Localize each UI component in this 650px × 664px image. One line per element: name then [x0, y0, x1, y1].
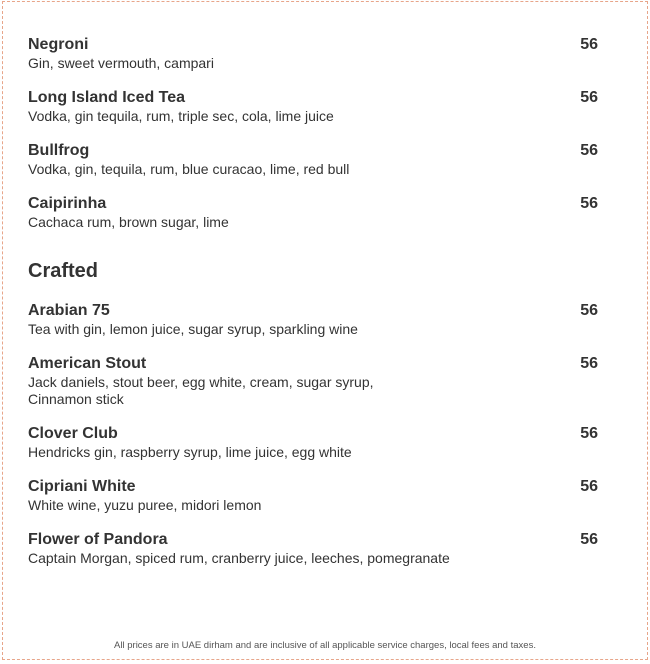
item-price: 56 — [580, 302, 598, 319]
item-price: 56 — [580, 531, 598, 548]
item-description: Gin, sweet vermouth, campari — [28, 55, 214, 71]
item-name: Bullfrog — [28, 142, 90, 159]
item-description: Vodka, gin, tequila, rum, blue curacao, lime, red bull — [28, 161, 350, 177]
item-name: Cipriani White — [28, 478, 136, 495]
item-name: Long Island Iced Tea — [28, 89, 186, 106]
item-description: Hendricks gin, raspberry syrup, lime juice, egg white — [28, 444, 352, 460]
item-name: Caipirinha — [28, 195, 107, 212]
item-description: Tea with gin, lemon juice, sugar syrup, sparkling wine — [28, 321, 358, 337]
item-name: Arabian 75 — [28, 302, 110, 319]
item-price: 56 — [580, 142, 598, 159]
item-description: Jack daniels, stout beer, egg white, cream, sugar syrup, — [28, 374, 374, 390]
item-price: 56 — [580, 355, 598, 372]
item-description: Cachaca rum, brown sugar, lime — [28, 214, 229, 230]
item-description: White wine, yuzu puree, midori lemon — [28, 497, 262, 513]
item-price: 56 — [580, 89, 598, 106]
item-description: Captain Morgan, spiced rum, cranberry juice, leeches, pomegranate — [28, 550, 450, 566]
item-price: 56 — [580, 36, 598, 53]
item-name: Clover Club — [28, 425, 118, 442]
item-name: American Stout — [28, 355, 147, 372]
item-description: Vodka, gin tequila, rum, triple sec, cola, lime juice — [28, 108, 334, 124]
item-description-line2: Cinnamon stick — [28, 391, 124, 407]
item-price: 56 — [580, 195, 598, 212]
section-title-crafted: Crafted — [28, 260, 99, 282]
item-name: Flower of Pandora — [28, 531, 168, 548]
menu-page — [2, 1, 648, 660]
item-price: 56 — [580, 425, 598, 442]
pricing-footnote: All prices are in UAE dirham and are inclusive of all applicable service charges, local fees and taxes. — [114, 640, 536, 651]
item-name: Negroni — [28, 36, 89, 53]
item-price: 56 — [580, 478, 598, 495]
